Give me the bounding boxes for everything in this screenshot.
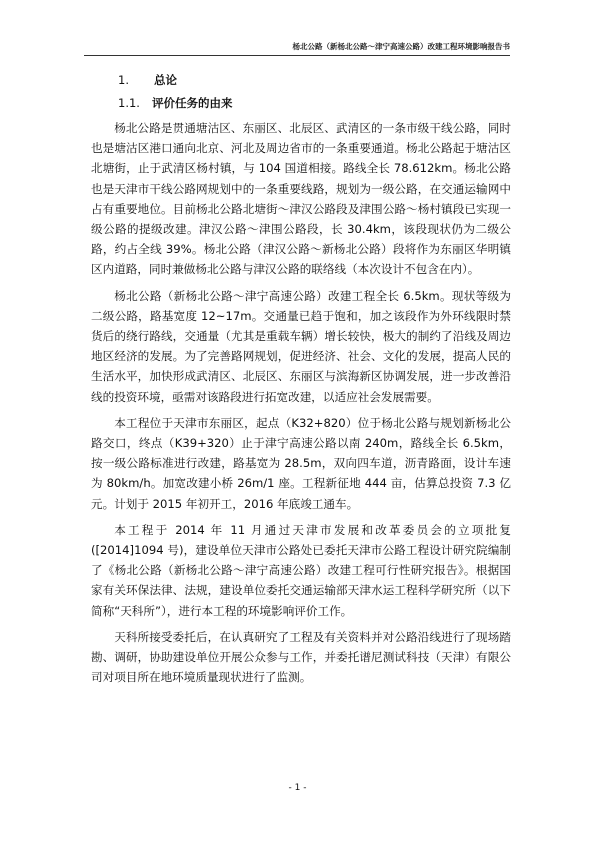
paragraph: 杨北公路是贯通塘沽区、东丽区、北辰区、武清区的一条市级干线公路，同时也是塘沽区港口通向北京、河北及周边省市的一条重要通道。杨北公路起于塘沽区北塘街，止于武清区杨村镇，与 104 国道相接。路线全长 78.612km。杨北公路也是天津市干线公路网规划中的一条重要线路，规划为一级公路，在交通运输网中占有重要地位。目前杨北公路北塘街～津汉公路段及津围公路～杨村镇段已实现一级公路的提级改建。津汉公路～津围公路段，长 30.4km，该段现状仍为二级公路，约占全线 39%。杨北公路（津汉公路～新杨北公路）段将作为东丽区华明镇区内道路，同时兼做杨北公路与津汉公路的联络线（本次设计不包含在内）。 xyxy=(91,121,511,277)
paragraph: 杨北公路（新杨北公路～津宁高速公路）改建工程全长 6.5km。现状等级为二级公路，路基宽度 12~17m。交通量已趋于饱和，加之该段作为外环线限时禁货后的绕行路线，交通量（尤其是重载车辆）增长较快，极大的制约了沿线及周边地区经济的发展。为了完善路网规划，促进经济、社会、文化的发展，提高人民的生活水平，加快形成武清区、北辰区、东丽区与滨海新区协调发展，进一步改善沿线的投资环境，亟需对该路段进行拓宽改建，以适应社会发展需要。 xyxy=(91,288,511,404)
body-text xyxy=(91,118,511,693)
section-number: 1. xyxy=(118,73,129,87)
paragraph: 本工程于 2014 年 11 月通过天津市发展和改革委员会的立项批复([2014]1094 号)，建设单位天津市公路处已委托天津市公路工程设计研究院编制了《杨北公路（新杨北公路～津宁高速公路）改建工程可行性研究报告》。根据国家有关环保法律、法规，建设单位委托交通运输部天津水运工程科学研究所（以下简称“天科所”），进行本工程的环境影响评价工作。 xyxy=(91,522,511,618)
running-header: 杨北公路（新杨北公路～津宁高速公路）改建工程环境影响报告书 xyxy=(84,41,510,56)
paragraph: 本工程位于天津市东丽区，起点（K32+820）位于杨北公路与规划新杨北公路交口，终点（K39+320）止于津宁高速公路以南 240m，路线全长 6.5km，按一级公路标准进行改建，路基宽为 28.5m，双向四车道，沥青路面，设计车速为 80km/h。加宽改建小桥 26m/1 座。工程新征地 444 亩，估算总投资 7.3 亿元。计划于 2015 年初开工，2016 年底竣工通车。 xyxy=(91,415,511,511)
subsection-number: 1.1. xyxy=(118,96,140,110)
page-number: - 1 - xyxy=(288,783,307,793)
paragraph: 天科所接受委托后，在认真研究了工程及有关资料并对公路沿线进行了现场踏勘、调研，协助建设单位开展公众参与工作，并委托谱尼测试科技（天津）有限公司对项目所在地环境质量现状进行了监测。 xyxy=(91,629,511,685)
subsection-heading xyxy=(118,95,233,111)
subsection-title: 评价任务的由来 xyxy=(152,96,233,110)
section-title: 总论 xyxy=(154,73,177,87)
section-heading xyxy=(118,72,177,88)
